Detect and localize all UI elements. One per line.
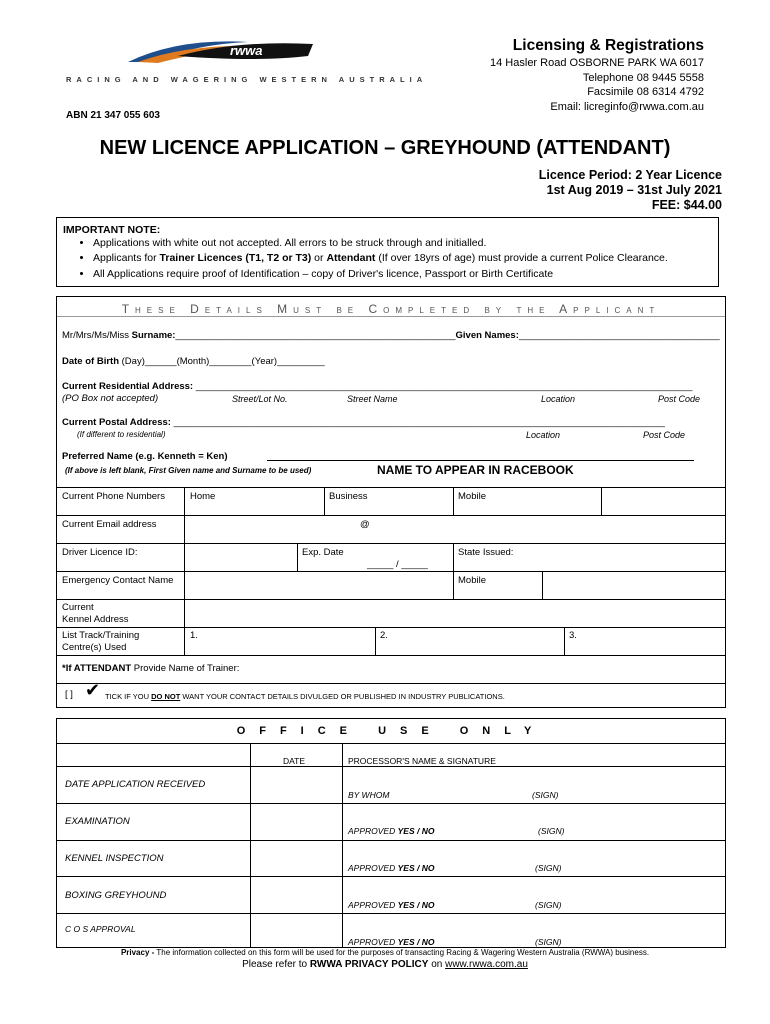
office-row-approval[interactable]: APPROVED YES / NO <box>348 937 435 947</box>
office-row-label: EXAMINATION <box>65 816 130 827</box>
processor-column-header: PROCESSOR'S NAME & SIGNATURE <box>348 756 496 766</box>
office-row-sign[interactable]: (SIGN) <box>535 900 562 910</box>
email-label: Current Email address <box>62 519 157 530</box>
email-contact: Email: licreginfo@rwwa.com.au <box>550 100 704 113</box>
licence-period <box>539 168 722 213</box>
form-banner: These Details Must be Completed by the Applicant <box>121 302 661 316</box>
po-box-note: (PO Box not accepted) <box>62 393 159 404</box>
licence-fee: FEE: $44.00 <box>651 198 722 212</box>
preferred-name-label: Preferred Name (e.g. Kenneth = Ken) <box>62 451 228 462</box>
important-note <box>56 217 719 287</box>
office-row-sign[interactable]: (SIGN) <box>535 863 562 873</box>
phone-label: Current Phone Numbers <box>62 491 165 502</box>
tick-icon: ✔ <box>85 680 101 700</box>
office-row-approval[interactable]: APPROVED YES / NO <box>348 863 435 873</box>
residential-address-field[interactable]: Current Residential Address: ______________________________________________________________________________________________ <box>62 381 693 392</box>
business-phone-field[interactable]: Business <box>329 491 368 502</box>
office-use-table <box>56 718 726 948</box>
office-banner: OFFICE USE ONLY <box>57 719 725 743</box>
exp-date-field[interactable]: _____ / _____ <box>367 559 428 570</box>
note-item: • Applicants for Trainer Licences (T1, T2 or T3) or Attendant (If over 18yrs of age) must provide a current Police Clearance. <box>93 251 712 266</box>
postal-address-field[interactable]: Current Postal Address: _____________________________________________________________________________________________ <box>62 417 665 428</box>
mobile-phone-field[interactable]: Mobile <box>458 491 486 502</box>
office-row-sign[interactable]: (SIGN) <box>535 937 562 947</box>
note-item: • All Applications require proof of Identification – copy of Driver's licence, Passport or Birth Certificate <box>93 267 712 282</box>
trainer-name-field[interactable]: *If ATTENDANT Provide Name of Trainer: <box>62 663 240 674</box>
privacy-footer: Privacy - The information collected on this form will be used for the purposes of transacting Racing & Wagering Western Australia (RWWA) business. <box>120 948 650 957</box>
dept-title: Licensing & Registrations <box>512 37 704 54</box>
track-field-3[interactable]: 3. <box>569 630 577 641</box>
licence-id-label: Driver Licence ID: <box>62 547 138 558</box>
privacy-checkbox[interactable]: [ ] <box>65 689 73 700</box>
kennel-address-label: Current Kennel Address <box>62 602 129 625</box>
street-lot-label: Street/Lot No. <box>232 394 288 404</box>
home-phone-field[interactable]: Home <box>190 491 216 502</box>
location-label: Location <box>526 430 561 440</box>
office-row-approval: BY WHOM <box>348 790 390 800</box>
website-link[interactable]: www.rwwa.com.au <box>445 959 528 970</box>
email-field[interactable]: @ <box>360 519 370 530</box>
preferred-name-note: (If above is left blank, First Given name and Surname to be used) <box>65 466 312 475</box>
page-title: NEW LICENCE APPLICATION – GREYHOUND (ATTENDANT) <box>99 137 671 159</box>
note-item: • Applications with white out not accepted. All errors to be struck through and initialled. <box>93 236 712 251</box>
if-different-note: (If different to residential) <box>77 430 166 439</box>
office-row-approval[interactable]: APPROVED YES / NO <box>348 900 435 910</box>
date-column-header: DATE <box>283 756 306 766</box>
abn: ABN 21 347 055 603 <box>66 110 160 121</box>
contact-block <box>490 36 704 114</box>
org-tagline: RACING AND WAGERING WESTERN AUSTRALIA <box>66 75 428 84</box>
exp-date-label: Exp. Date <box>302 547 344 558</box>
licence-period-label: Licence Period: 2 Year Licence <box>538 168 722 182</box>
office-row-sign[interactable]: (SIGN) <box>532 790 559 800</box>
facsimile: Facsimile 08 6314 4792 <box>587 86 704 98</box>
street-name-label: Street Name <box>347 394 398 404</box>
licence-dates: 1st Aug 2019 – 31st July 2021 <box>546 183 722 197</box>
preferred-name-field[interactable] <box>267 460 694 461</box>
emergency-mobile-field[interactable]: Mobile <box>458 575 486 586</box>
privacy-option-label: TICK IF YOU DO NOT WANT YOUR CONTACT DETAILS DIVULGED OR PUBLISHED IN INDUSTRY PUBLICATIONS. <box>105 692 505 701</box>
track-field-1[interactable]: 1. <box>190 630 198 641</box>
post-code-label: Post Code <box>658 394 701 404</box>
state-issued-field[interactable]: State Issued: <box>458 547 514 558</box>
logo-wordmark: rwwa <box>230 43 263 58</box>
address: 14 Hasler Road OSBORNE PARK WA 6017 <box>490 57 704 69</box>
emergency-contact-label: Emergency Contact Name <box>62 575 174 586</box>
note-heading: IMPORTANT NOTE: <box>63 224 161 236</box>
telephone: Telephone 08 9445 5558 <box>582 71 704 84</box>
location-label: Location <box>541 394 576 404</box>
office-row-label: C O S APPROVAL <box>65 924 136 934</box>
post-code-label: Post Code <box>643 430 686 440</box>
track-label: List Track/Training Centre(s) Used <box>62 630 140 653</box>
office-row-label: BOXING GREYHOUND <box>65 890 167 901</box>
office-row-approval[interactable]: APPROVED YES / NO <box>348 826 435 836</box>
track-field-2[interactable]: 2. <box>380 630 388 641</box>
office-row-label: KENNEL INSPECTION <box>65 853 164 864</box>
racebook-label: NAME TO APPEAR IN RACEBOOK <box>377 463 574 477</box>
surname-row[interactable]: Mr/Mrs/Ms/Miss Surname:_____________________________________________________Given Names:______________________________________ <box>62 330 720 341</box>
rwwa-logo <box>118 30 318 70</box>
dob-field[interactable]: Date of Birth (Day)______(Month)________(Year)_________ <box>62 356 325 367</box>
applicant-form <box>56 296 726 708</box>
office-row-sign[interactable]: (SIGN) <box>538 826 565 836</box>
privacy-policy-line: Please refer to RWWA PRIVACY POLICY on www.rwwa.com.au <box>242 959 528 970</box>
office-row-label: DATE APPLICATION RECEIVED <box>65 779 206 790</box>
